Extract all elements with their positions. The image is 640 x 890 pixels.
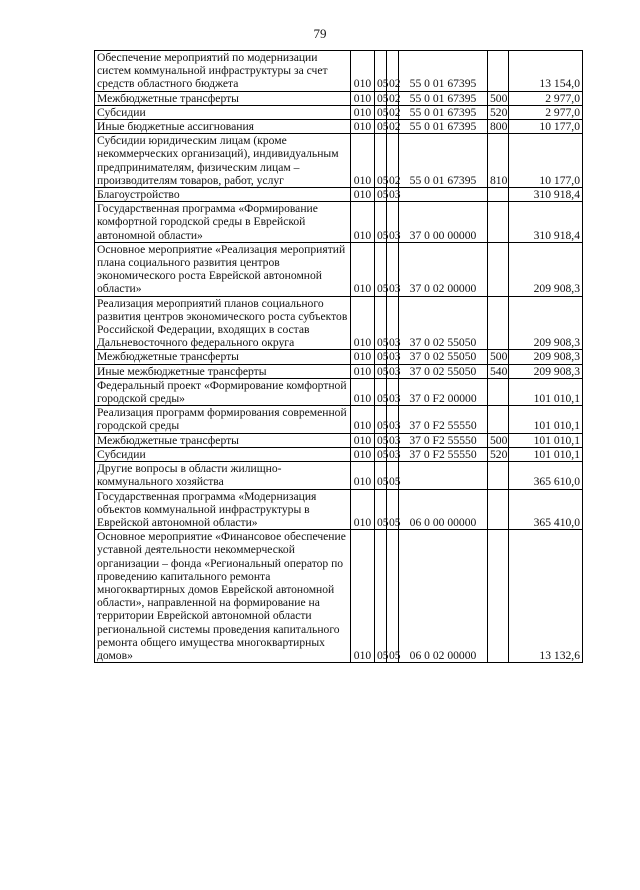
cs-code-cell: 37 0 F2 55550 xyxy=(399,447,488,461)
rz-code-cell: 05 xyxy=(375,134,387,188)
amount-cell: 101 010,1 xyxy=(509,433,583,447)
vr-code-cell: 800 xyxy=(488,120,509,134)
cs-code-cell: 37 0 02 55050 xyxy=(399,296,488,350)
table-row xyxy=(95,105,583,119)
cs-code-cell: 37 0 F2 55550 xyxy=(399,433,488,447)
table-row xyxy=(95,51,583,92)
vr-code-cell xyxy=(488,242,509,296)
vr-code-cell xyxy=(488,296,509,350)
vr-code-cell xyxy=(488,462,509,489)
amount-cell: 101 010,1 xyxy=(509,378,583,405)
pr-code-cell: 03 xyxy=(387,350,399,364)
gr-code-cell: 010 xyxy=(351,462,375,489)
gr-code-cell: 010 xyxy=(351,489,375,530)
cs-code-cell: 37 0 02 55050 xyxy=(399,350,488,364)
table-row xyxy=(95,188,583,202)
rz-code-cell: 05 xyxy=(375,447,387,461)
amount-cell: 209 908,3 xyxy=(509,296,583,350)
vr-code-cell: 500 xyxy=(488,350,509,364)
gr-code-cell: 010 xyxy=(351,242,375,296)
amount-cell: 101 010,1 xyxy=(509,406,583,433)
vr-code-cell xyxy=(488,489,509,530)
cs-code-cell xyxy=(399,188,488,202)
rz-code-cell: 05 xyxy=(375,296,387,350)
table-row xyxy=(95,296,583,350)
table-row xyxy=(95,91,583,105)
page-number: 79 xyxy=(313,26,327,41)
vr-code-cell: 540 xyxy=(488,364,509,378)
amount-cell: 209 908,3 xyxy=(509,350,583,364)
cs-code-cell: 37 0 02 55050 xyxy=(399,364,488,378)
amount-cell: 10 177,0 xyxy=(509,134,583,188)
rz-code-cell: 05 xyxy=(375,350,387,364)
rz-code-cell: 05 xyxy=(375,433,387,447)
rz-code-cell: 05 xyxy=(375,530,387,663)
cs-code-cell xyxy=(399,462,488,489)
row-name-cell: Обеспечение мероприятий по модернизации систем коммунальной инфраструктуры за счет средств областного бюджета xyxy=(95,51,351,92)
rz-code-cell: 05 xyxy=(375,188,387,202)
table-row xyxy=(95,406,583,433)
pr-code-cell: 03 xyxy=(387,364,399,378)
gr-code-cell: 010 xyxy=(351,406,375,433)
cs-code-cell: 55 0 01 67395 xyxy=(399,120,488,134)
gr-code-cell: 010 xyxy=(351,364,375,378)
row-name-cell: Субсидии юридическим лицам (кроме некоммерческих организаций), индивидуальным предпринимателям, физическим лицам – производителям товаров, работ, услуг xyxy=(95,134,351,188)
vr-code-cell xyxy=(488,188,509,202)
table-row xyxy=(95,530,583,663)
gr-code-cell: 010 xyxy=(351,433,375,447)
amount-cell: 2 977,0 xyxy=(509,91,583,105)
pr-code-cell: 03 xyxy=(387,242,399,296)
budget-table xyxy=(94,50,583,663)
table-row xyxy=(95,134,583,188)
table-row xyxy=(95,202,583,243)
amount-cell: 209 908,3 xyxy=(509,364,583,378)
table-row xyxy=(95,242,583,296)
table-row xyxy=(95,433,583,447)
rz-code-cell: 05 xyxy=(375,406,387,433)
table-row xyxy=(95,364,583,378)
gr-code-cell: 010 xyxy=(351,91,375,105)
amount-cell: 209 908,3 xyxy=(509,242,583,296)
vr-code-cell xyxy=(488,378,509,405)
rz-code-cell: 05 xyxy=(375,120,387,134)
row-name-cell: Субсидии xyxy=(95,447,351,461)
vr-code-cell: 520 xyxy=(488,105,509,119)
amount-cell: 10 177,0 xyxy=(509,120,583,134)
vr-code-cell: 810 xyxy=(488,134,509,188)
table-row xyxy=(95,447,583,461)
vr-code-cell: 520 xyxy=(488,447,509,461)
gr-code-cell: 010 xyxy=(351,202,375,243)
table-row xyxy=(95,462,583,489)
vr-code-cell xyxy=(488,406,509,433)
budget-table-body xyxy=(95,51,583,663)
pr-code-cell: 05 xyxy=(387,462,399,489)
amount-cell: 101 010,1 xyxy=(509,447,583,461)
rz-code-cell: 05 xyxy=(375,105,387,119)
amount-cell: 365 610,0 xyxy=(509,462,583,489)
row-name-cell: Иные бюджетные ассигнования xyxy=(95,120,351,134)
table-row xyxy=(95,489,583,530)
cs-code-cell: 55 0 01 67395 xyxy=(399,91,488,105)
row-name-cell: Государственная программа «Модернизация объектов коммунальной инфраструктуры в Еврейской автономной области» xyxy=(95,489,351,530)
gr-code-cell: 010 xyxy=(351,350,375,364)
rz-code-cell: 05 xyxy=(375,364,387,378)
gr-code-cell: 010 xyxy=(351,120,375,134)
row-name-cell: Межбюджетные трансферты xyxy=(95,91,351,105)
row-name-cell: Субсидии xyxy=(95,105,351,119)
row-name-cell: Основное мероприятие «Финансовое обеспечение уставной деятельности некоммерческой организации – фонда «Региональный оператор по проведению капитального ремонта многоквартирных домов Еврейской автономной области», направленной на формирование на территории Еврейской автономной области региональной системы проведения капитального ремонта общего имущества многоквартирных домов» xyxy=(95,530,351,663)
row-name-cell: Реализация мероприятий планов социального развития центров экономического роста субъектов Российской Федерации, входящих в состав Дальневосточного федерального округа xyxy=(95,296,351,350)
table-row xyxy=(95,120,583,134)
cs-code-cell: 37 0 F2 55550 xyxy=(399,406,488,433)
pr-code-cell: 03 xyxy=(387,447,399,461)
amount-cell: 365 410,0 xyxy=(509,489,583,530)
gr-code-cell: 010 xyxy=(351,188,375,202)
pr-code-cell: 03 xyxy=(387,433,399,447)
rz-code-cell: 05 xyxy=(375,489,387,530)
row-name-cell: Другие вопросы в области жилищно-коммунального хозяйства xyxy=(95,462,351,489)
row-name-cell: Межбюджетные трансферты xyxy=(95,433,351,447)
rz-code-cell: 05 xyxy=(375,462,387,489)
vr-code-cell xyxy=(488,202,509,243)
cs-code-cell: 06 0 00 00000 xyxy=(399,489,488,530)
rz-code-cell: 05 xyxy=(375,51,387,92)
rz-code-cell: 05 xyxy=(375,378,387,405)
amount-cell: 310 918,4 xyxy=(509,188,583,202)
row-name-cell: Межбюджетные трансферты xyxy=(95,350,351,364)
vr-code-cell: 500 xyxy=(488,91,509,105)
cs-code-cell: 37 0 02 00000 xyxy=(399,242,488,296)
cs-code-cell: 55 0 01 67395 xyxy=(399,51,488,92)
gr-code-cell: 010 xyxy=(351,134,375,188)
gr-code-cell: 010 xyxy=(351,530,375,663)
cs-code-cell: 55 0 01 67395 xyxy=(399,105,488,119)
pr-code-cell: 03 xyxy=(387,188,399,202)
pr-code-cell: 02 xyxy=(387,51,399,92)
pr-code-cell: 03 xyxy=(387,378,399,405)
vr-code-cell xyxy=(488,51,509,92)
row-name-cell: Иные межбюджетные трансферты xyxy=(95,364,351,378)
amount-cell: 13 132,6 xyxy=(509,530,583,663)
row-name-cell: Государственная программа «Формирование комфортной городской среды в Еврейской автономной области» xyxy=(95,202,351,243)
cs-code-cell: 37 0 00 00000 xyxy=(399,202,488,243)
table-row xyxy=(95,378,583,405)
gr-code-cell: 010 xyxy=(351,296,375,350)
amount-cell: 13 154,0 xyxy=(509,51,583,92)
pr-code-cell: 03 xyxy=(387,296,399,350)
gr-code-cell: 010 xyxy=(351,51,375,92)
cs-code-cell: 37 0 F2 00000 xyxy=(399,378,488,405)
row-name-cell: Реализация программ формирования современной городской среды xyxy=(95,406,351,433)
cs-code-cell: 06 0 02 00000 xyxy=(399,530,488,663)
table-row xyxy=(95,350,583,364)
gr-code-cell: 010 xyxy=(351,378,375,405)
pr-code-cell: 03 xyxy=(387,202,399,243)
rz-code-cell: 05 xyxy=(375,202,387,243)
pr-code-cell: 02 xyxy=(387,134,399,188)
rz-code-cell: 05 xyxy=(375,242,387,296)
row-name-cell: Основное мероприятие «Реализация мероприятий плана социального развития центров экономического роста Еврейской автономной области» xyxy=(95,242,351,296)
vr-code-cell: 500 xyxy=(488,433,509,447)
row-name-cell: Федеральный проект «Формирование комфортной городской среды» xyxy=(95,378,351,405)
row-name-cell: Благоустройство xyxy=(95,188,351,202)
gr-code-cell: 010 xyxy=(351,105,375,119)
amount-cell: 2 977,0 xyxy=(509,105,583,119)
vr-code-cell xyxy=(488,530,509,663)
rz-code-cell: 05 xyxy=(375,91,387,105)
pr-code-cell: 05 xyxy=(387,530,399,663)
pr-code-cell: 02 xyxy=(387,105,399,119)
pr-code-cell: 05 xyxy=(387,489,399,530)
amount-cell: 310 918,4 xyxy=(509,202,583,243)
cs-code-cell: 55 0 01 67395 xyxy=(399,134,488,188)
pr-code-cell: 03 xyxy=(387,406,399,433)
pr-code-cell: 02 xyxy=(387,91,399,105)
gr-code-cell: 010 xyxy=(351,447,375,461)
pr-code-cell: 02 xyxy=(387,120,399,134)
